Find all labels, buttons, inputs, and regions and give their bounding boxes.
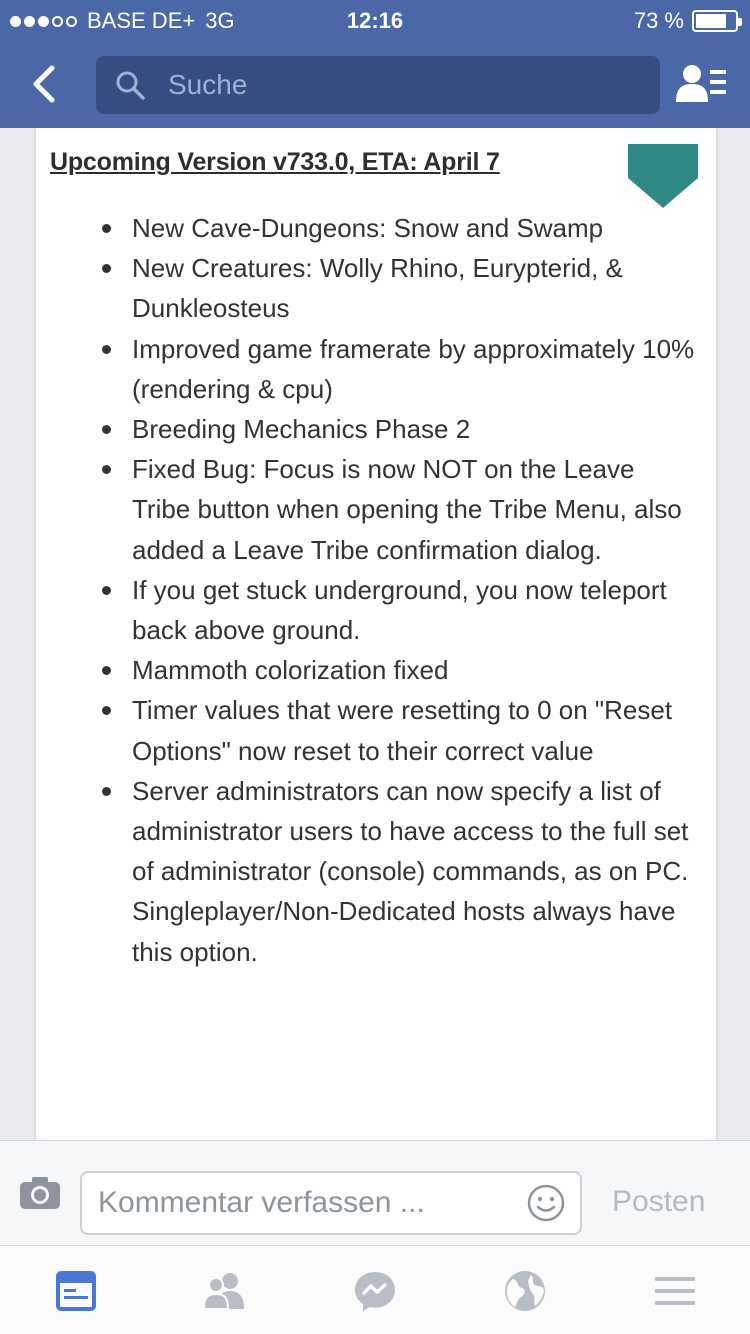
status-right (634, 8, 738, 34)
clock: 12:16 (346, 8, 404, 33)
bottom-tab-bar (0, 1247, 750, 1334)
camera-button[interactable] (18, 1175, 62, 1211)
patch-notes-list (96, 208, 696, 972)
comment-placeholder: Kommentar verfassen ... (98, 1186, 425, 1219)
search-input[interactable] (96, 56, 660, 114)
battery-icon (692, 10, 738, 32)
news-feed-icon (54, 1269, 98, 1313)
tab-messenger[interactable] (353, 1269, 397, 1313)
list-item: New Creatures: Wolly Rhino, Eurypterid, & Dunkleosteus (96, 248, 696, 328)
top-bar (0, 0, 750, 128)
list-item: Mammoth colorization fixed (96, 650, 696, 690)
status-bar (0, 0, 750, 40)
carrier-name: BASE DE+ (87, 8, 196, 33)
article-heading: Upcoming Version v733.0, ETA: April 7 (50, 148, 500, 176)
list-item: If you get stuck underground, you now teleport back above ground. (96, 570, 696, 650)
list-item: Server administrators can now specify a list of administrator users to have access to the full set of administrator (console) commands, as on PC. Singleplayer/Non-Dedicated hosts always have this option. (96, 771, 696, 972)
menu-icon (653, 1269, 697, 1313)
post-button[interactable]: Posten (612, 1185, 706, 1218)
bookmark-ribbon-icon (628, 144, 698, 208)
list-item: Improved game framerate by approximately 10% (rendering & cpu) (96, 329, 696, 409)
messenger-icon (353, 1269, 397, 1313)
tab-menu[interactable] (653, 1269, 697, 1313)
post-content-area (0, 128, 750, 1140)
tab-friends[interactable] (202, 1269, 246, 1313)
search-placeholder: Suche (168, 69, 248, 100)
comment-bar (0, 1140, 750, 1246)
tab-notifications-globe[interactable] (503, 1269, 547, 1313)
navigation-bar (0, 44, 750, 128)
list-item: New Cave-Dungeons: Snow and Swamp (96, 208, 696, 248)
article-card (34, 128, 718, 1140)
list-item: Timer values that were resetting to 0 on "Reset Options" now reset to their correct value (96, 690, 696, 770)
friend-requests-button[interactable] (674, 62, 730, 106)
battery-percent: 73 % (633, 8, 684, 33)
search-icon (114, 69, 146, 101)
comment-input[interactable] (80, 1171, 582, 1235)
chevron-left-icon (24, 62, 68, 106)
network-type: 3G (205, 8, 235, 33)
back-button[interactable] (24, 62, 68, 106)
globe-icon (503, 1269, 547, 1313)
friends-icon (202, 1269, 246, 1313)
list-item: Fixed Bug: Focus is now NOT on the Leave Tribe button when opening the Tribe Menu, also added a Leave Tribe confirmation dialog. (96, 449, 696, 570)
smiley-icon[interactable] (526, 1183, 566, 1223)
list-item: Breeding Mechanics Phase 2 (96, 409, 696, 449)
tab-news-feed[interactable] (54, 1269, 98, 1313)
friend-requests-icon (674, 62, 730, 106)
camera-icon (18, 1175, 62, 1211)
